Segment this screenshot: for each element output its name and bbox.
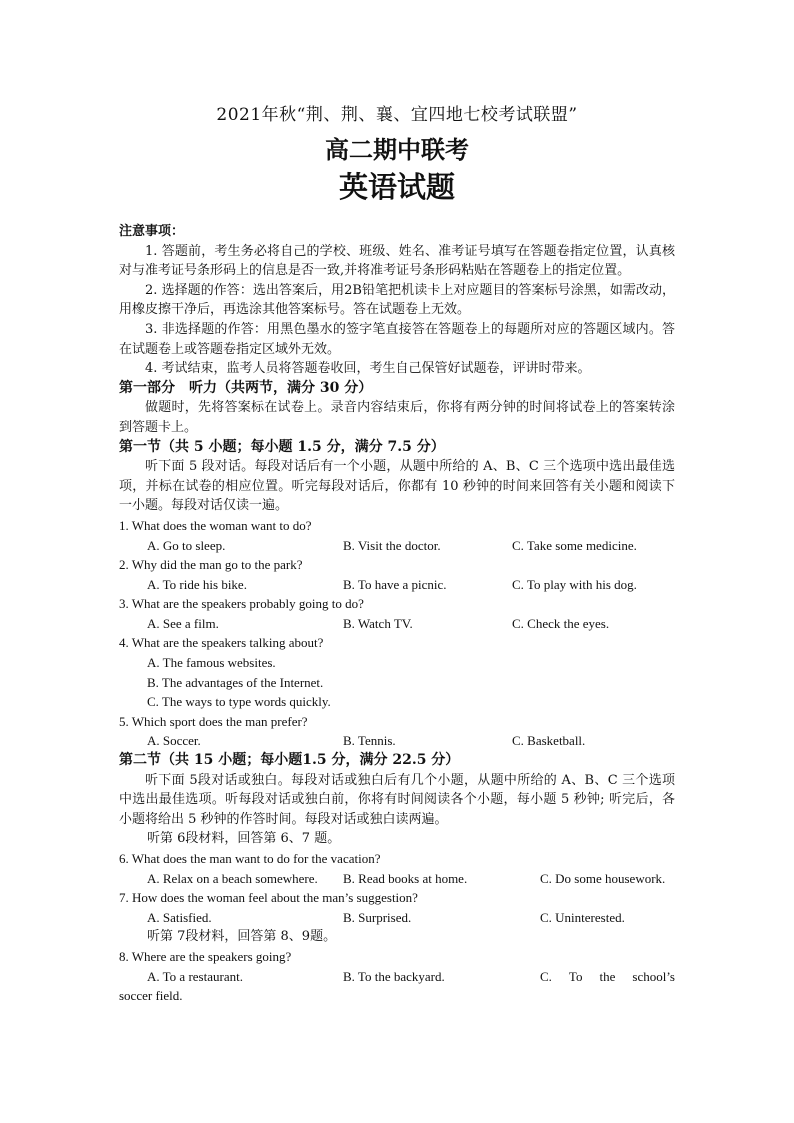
exam-subject-title: 英语试题 (338, 170, 455, 204)
option-a: A. Go to sleep. (147, 537, 226, 553)
material-6-lead: 听第 6段材料，回答第 6、7 题。 (147, 831, 341, 847)
question-7-options (119, 908, 675, 928)
notice-item-3: 3. 非选择题的作答：用黑色墨水的签字笔直接答在答题卷上的每题所对应的答题区域内。答在试题卷上或答题卷指定区域外无效。 (119, 321, 675, 357)
question-1-options (119, 536, 675, 556)
option-a: A. See a film. (147, 615, 219, 631)
question-4-stem: 4. What are the speakers talking about? (119, 635, 324, 651)
exam-subtitle: 高二期中联考 (325, 136, 469, 164)
option-c: C. Basketball. (512, 733, 586, 749)
option-c: C. Check the eyes. (512, 615, 610, 631)
option-a: A. To ride his bike. (147, 576, 247, 592)
option-c: C. The ways to type words quickly. (147, 694, 331, 710)
material-7-lead: 听第 7段材料，回答第 8、9题。 (147, 929, 337, 945)
question-2-stem: 2. Why did the man go to the park? (119, 557, 303, 573)
question-2-options (119, 575, 675, 595)
option-a: A. The famous websites. (147, 655, 276, 671)
section1-intro: 听下面 5 段对话。每段对话后有一个小题，从题中所给的 A、B、C 三个选项中选出最佳选项，并标在试卷的相应位置。听完每段对话后，你都有 10 秒钟的时间来回答有关小题和阅读下一小题。每段对话仅读一遍。 (119, 459, 675, 514)
notice-item-2: 2. 选择题的作答：选出答案后，用2B铅笔把机读卡上对应题目的答案标号涂黑，如需改动，用橡皮擦干净后，再选涂其他答案标号。答在试题卷上无效。 (119, 282, 675, 318)
option-a: A. To a restaurant. (147, 968, 243, 984)
part1-intro: 做题时，先将答案标在试卷上。录音内容结束后，你将有两分钟的时间将试卷上的答案转涂到答题卡上。 (119, 400, 675, 435)
option-b: B. Surprised. (343, 909, 412, 925)
option-c-continuation: soccer field. (119, 988, 183, 1004)
exam-body (119, 222, 675, 1006)
section1-heading: 第一节（共 5 小题；每小题 1.5 分，满分 7.5 分） (119, 438, 445, 455)
option-c: C. To play with his dog. (512, 576, 637, 592)
question-1-stem: 1. What does the woman want to do? (119, 517, 312, 533)
option-c: C. Take some medicine. (512, 537, 637, 553)
option-b: B. To have a picnic. (343, 576, 447, 592)
option-a: A. Satisfied. (147, 909, 212, 925)
part1-heading: 第一部分 听力（共两节，满分 30 分） (119, 379, 373, 396)
notice-heading: 注意事项： (119, 224, 185, 239)
exam-union-title: 2021年秋“荆、荆、襄、宜四地七校考试联盟” (216, 105, 578, 125)
question-7-stem: 7. How does the woman feel about the man’s suggestion? (119, 890, 418, 906)
option-b: B. Read books at home. (343, 870, 468, 886)
section2-intro: 听下面 5段对话或独白。每段对话或独白后有几个小题，从题中所给的 A、B、C 三个选项中选出最佳选项。听每段对话或独白前，你将有时间阅读各个小题，每小题 5 秒钟; 听完后，各小题将给出 5 秒钟的作答时间。每段对话或独白读两遍。 (119, 772, 675, 827)
option-b: B. Visit the doctor. (343, 537, 441, 553)
notice-item-1: 1. 答题前，考生务必将自己的学校、班级、姓名、准考证号填写在答题卷指定位置，认真核对与准考证号条形码上的信息是否一致,并将准考证号条形码粘贴在答题卷上的指定位置。 (119, 243, 675, 279)
option-b: B. The advantages of the Internet. (147, 674, 324, 690)
section2-heading: 第二节（共 15 小题；每小题1.5 分，满分 22.5 分） (119, 752, 460, 769)
question-8-options (119, 967, 675, 987)
question-5-stem: 5. Which sport does the man prefer? (119, 713, 308, 729)
option-b: B. Watch TV. (343, 615, 413, 631)
option-b: B. Tennis. (343, 733, 396, 749)
option-b: B. To the backyard. (343, 968, 445, 984)
question-3-stem: 3. What are the speakers probably going to do? (119, 596, 364, 612)
notice-item-4: 4. 考试结束，监考人员将答题卷收回，考生自己保管好试题卷，评讲时带来。 (145, 361, 591, 377)
option-a: A. Soccer. (147, 733, 201, 749)
question-5-options (119, 731, 675, 751)
option-c: C. Do some housework. (540, 870, 666, 886)
option-c: C. Uninterested. (540, 909, 625, 925)
option-a: A. Relax on a beach somewhere. (147, 870, 318, 886)
question-8-stem: 8. Where are the speakers going? (119, 948, 292, 964)
question-6-stem: 6. What does the man want to do for the vacation? (119, 851, 381, 866)
question-6-options (119, 869, 675, 889)
question-3-options (119, 614, 675, 634)
option-c: C. To the school’s (540, 968, 675, 984)
